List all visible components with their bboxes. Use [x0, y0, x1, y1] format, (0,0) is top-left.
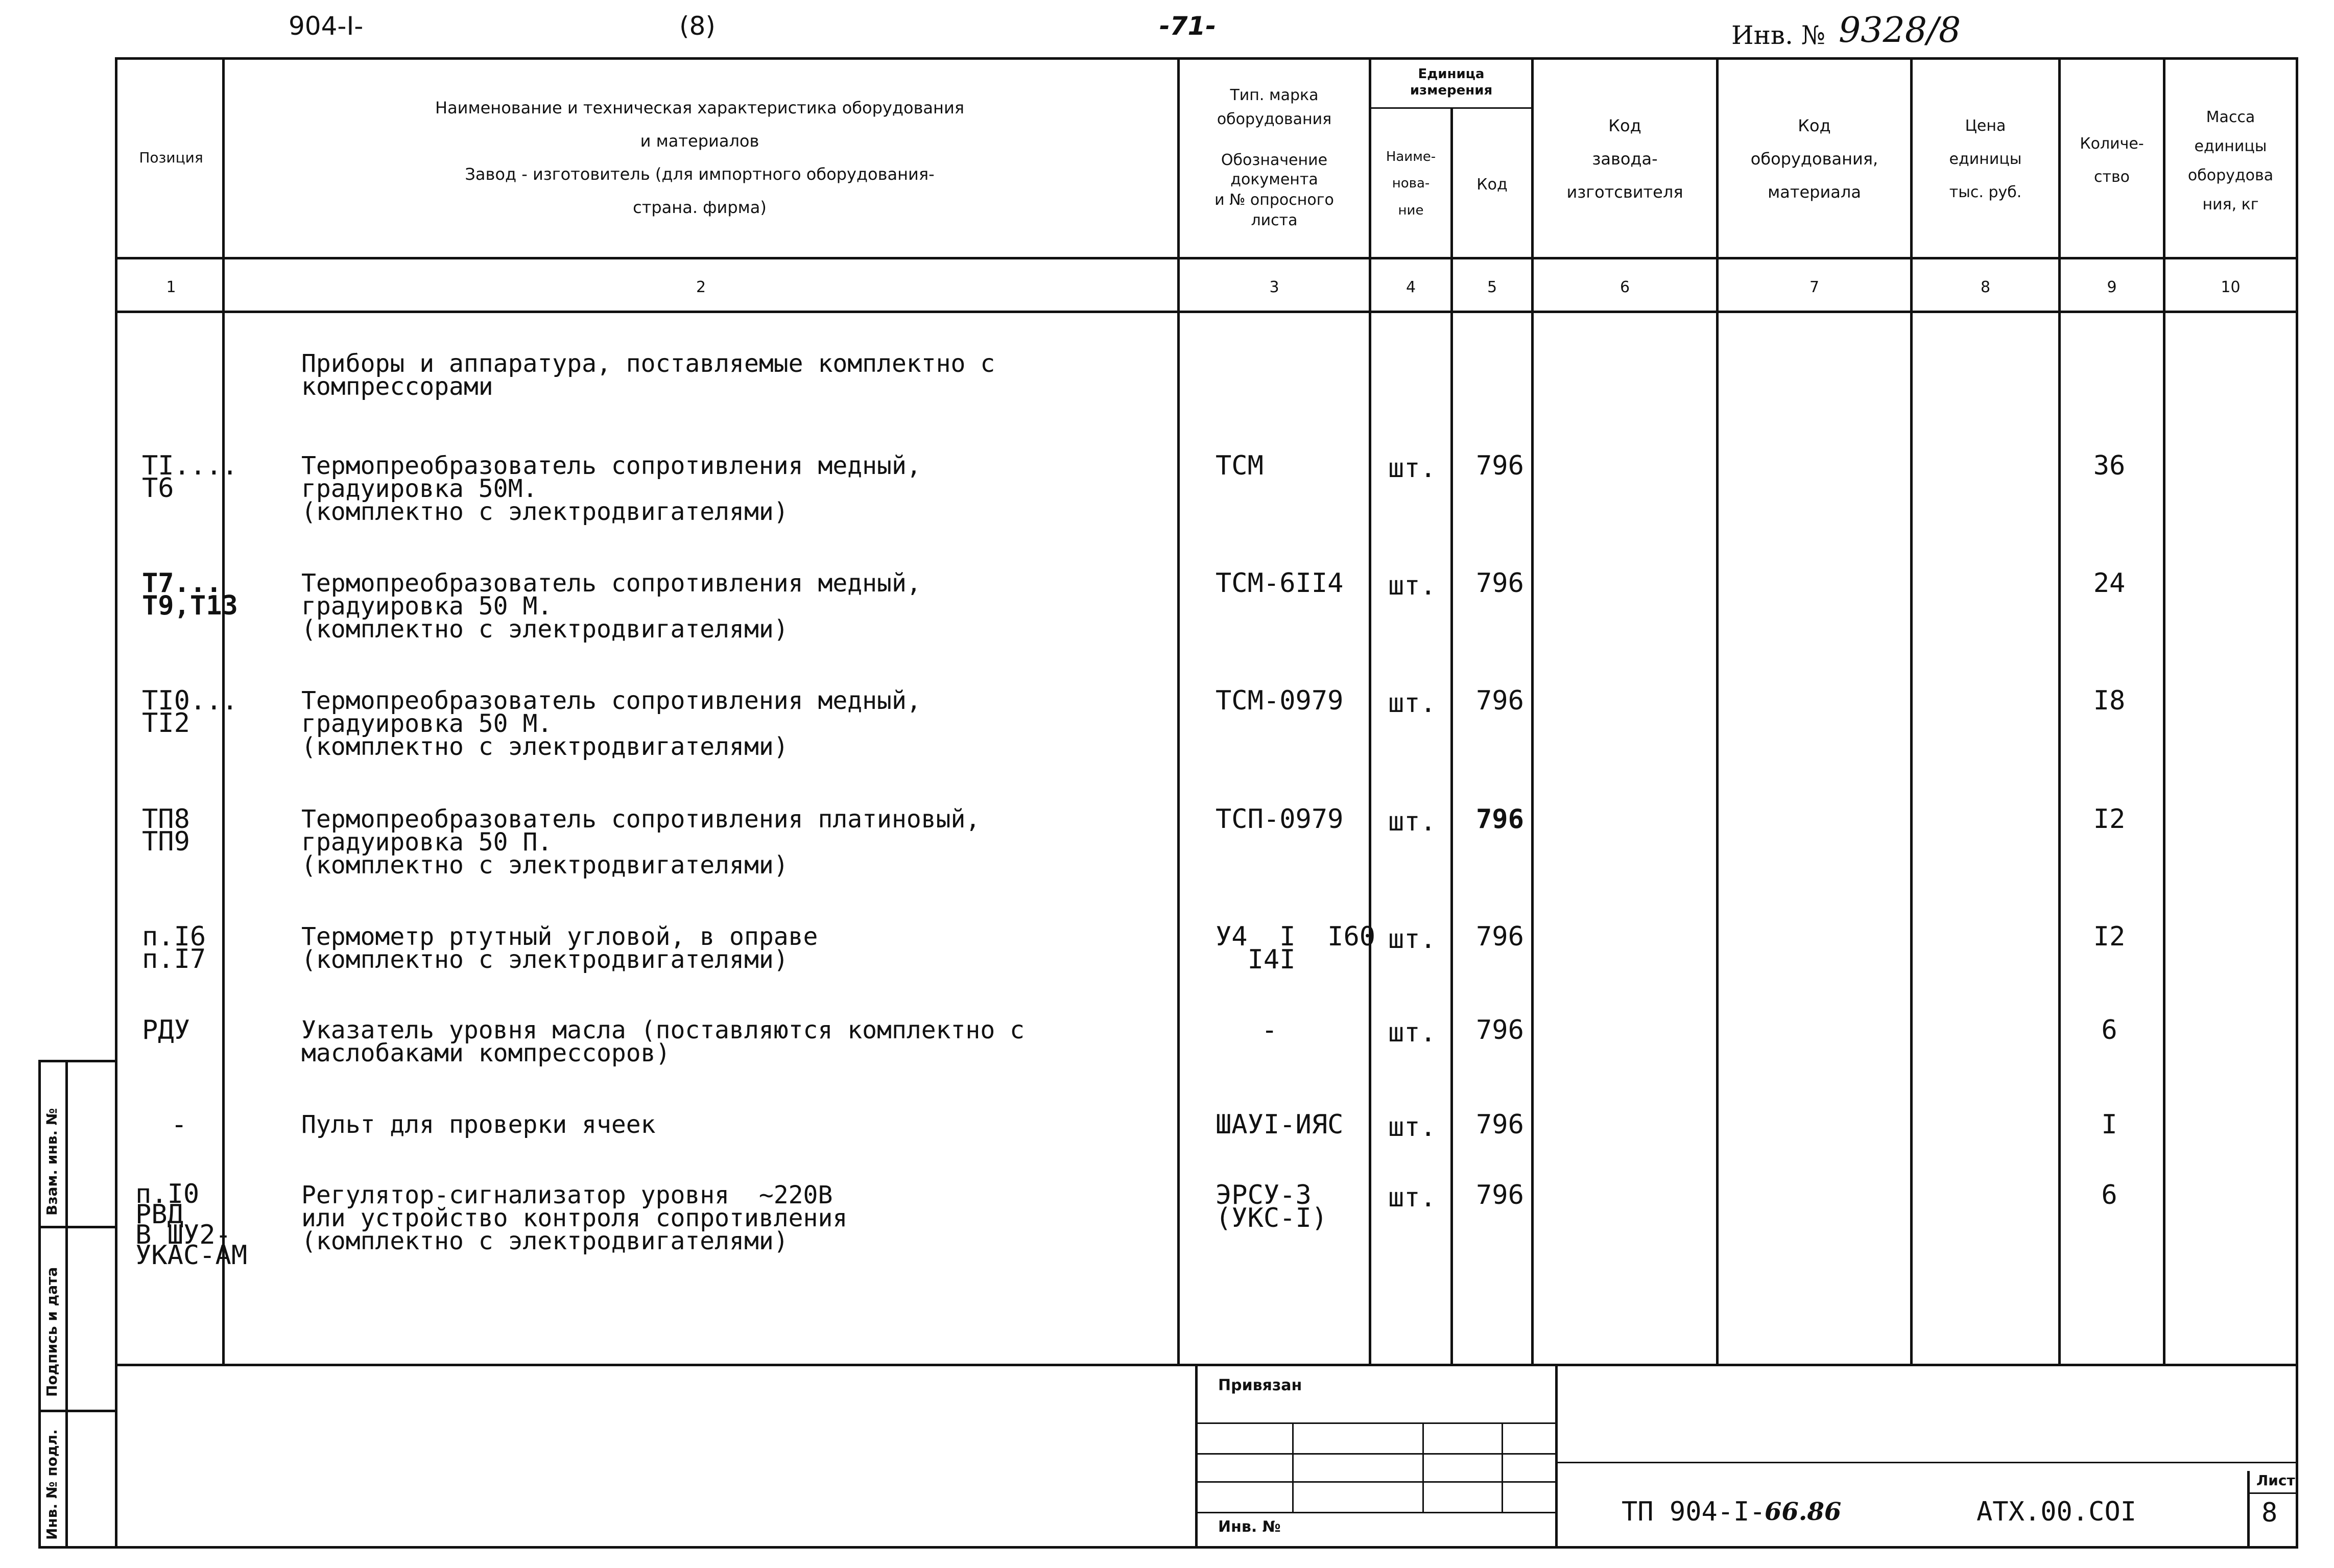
doc-code: ТП 904-I- [1622, 1496, 1766, 1527]
colnum-4: 4 [1406, 278, 1416, 296]
side-strip-left [38, 1060, 41, 1548]
header-price-line2: единицы [1949, 150, 2022, 168]
row-8-code: 796 [1476, 1180, 1524, 1210]
row-1-name: Термопреобразователь сопротивления медный, градуировка 50М. (комплектно с электродвигателями) [301, 452, 921, 526]
row-4-type: ТСП-0979 [1216, 804, 1344, 835]
stamp-top-line [115, 1364, 2298, 1366]
row-3-code: 796 [1476, 685, 1524, 716]
sheet-box-line [2247, 1492, 2298, 1494]
issue-number: (8) [679, 11, 716, 41]
row-4-name: Термопреобразователь сопротивления платиновый, градуировка 50 П. (комплектно с электродвигателями) [301, 805, 981, 880]
header-plant-line3: изготсвителя [1566, 182, 1683, 202]
stamp-bound-right [1555, 1364, 1558, 1548]
row-7-type: ШАУI-ИЯС [1216, 1109, 1344, 1140]
stamp-grid-v1 [1292, 1422, 1294, 1512]
header-type-line5: и № опросного [1214, 191, 1334, 209]
row-8-name: Регулятор-сигнализатор уровня ~220В или устройство контроля сопротивления (комплектно с электродвигателями) [301, 1181, 848, 1255]
inventory-label: Инв. № [1731, 20, 1826, 50]
side-strip-top [38, 1060, 115, 1062]
doc-code-suffix: 66.86 [1765, 1498, 1842, 1526]
header-mass-line4: ния, кг [2202, 196, 2259, 213]
colnum-8: 8 [1980, 278, 1991, 296]
header-qty-line2: ство [2093, 168, 2130, 186]
row-6-qty: 6 [2101, 1015, 2117, 1046]
header-equip-line3: материала [1768, 182, 1861, 202]
row-8-qty: 6 [2101, 1180, 2117, 1210]
header-mass-line3: оборудова [2187, 167, 2274, 184]
row-4-qty: I2 [2093, 804, 2126, 835]
header-qty-line1: Количе- [2080, 135, 2144, 153]
row-7-unit: шт. [1388, 1112, 1436, 1143]
side-strip-inner [65, 1060, 68, 1548]
unit-group-line [1369, 107, 1531, 109]
title-block-line [1558, 1462, 2298, 1463]
side-label-original-inv: Инв. № подл. [43, 1429, 60, 1540]
stamp-bound-left [1195, 1364, 1198, 1548]
inventory-number: 9328/8 [1839, 10, 1961, 51]
row-1-unit: шт. [1388, 453, 1436, 484]
header-unit-group-2: измерения [1410, 83, 1493, 98]
frame-top [115, 57, 2298, 60]
colnum-2: 2 [696, 278, 706, 296]
colnum-1: 1 [166, 278, 176, 296]
row-5-position: п.I6 п.I7 [142, 921, 206, 975]
col-sep-8 [2058, 57, 2061, 1365]
col-sep-2 [1177, 57, 1180, 1365]
colnum-10: 10 [2221, 278, 2241, 296]
row-5-code: 796 [1476, 921, 1524, 952]
header-type-line4: документа [1230, 171, 1318, 188]
col-sep-3 [1369, 57, 1371, 1365]
header-unit-group-1: Единица [1418, 66, 1485, 82]
header-unit-name-1: Наиме- [1386, 149, 1436, 164]
row-7-position: - [171, 1109, 187, 1140]
row-5-qty: I2 [2093, 921, 2126, 952]
header-unit-name-3: ние [1398, 203, 1424, 218]
row-5-unit: шт. [1388, 924, 1436, 955]
row-6-name: Указатель уровня масла (поставляются комплектно с маслобаками компрессоров) [301, 1016, 1025, 1067]
stamp-grid-v2 [1422, 1422, 1424, 1512]
row-4-position: ТП8 ТП9 [142, 804, 190, 857]
row-8-position: п.I0 РВД В ШУ2- УКАС-АМ [135, 1179, 248, 1271]
row-3-qty: I8 [2093, 685, 2126, 716]
frame-right [2296, 57, 2298, 1549]
row-3-position: TI0... TI2 [142, 685, 238, 739]
header-plant-line2: завода- [1592, 149, 1658, 169]
row-2-code: 796 [1476, 568, 1524, 599]
header-price-line3: тыс. руб. [1949, 183, 2022, 201]
header-name-line2: и материалов [640, 131, 759, 151]
stamp-inv-label: Инв. № [1218, 1518, 1281, 1536]
row-4-unit: шт. [1388, 806, 1436, 837]
row-6-unit: шт. [1388, 1017, 1436, 1048]
frame-bottom [38, 1546, 2298, 1549]
row-7-code: 796 [1476, 1109, 1524, 1140]
header-type-line3: Обозначение [1221, 151, 1328, 169]
drawing-code: АТХ.00.COI [1976, 1496, 2137, 1527]
row-2-name: Термопреобразователь сопротивления медный, градуировка 50 М. (комплектно с электродвигателями) [301, 569, 921, 644]
sheet-label: Лист [2256, 1472, 2295, 1489]
row-5-name: Термометр ртутный угловой, в оправе (комплектно с электродвигателями) [301, 922, 818, 974]
row-8-type: ЭРСУ-3 (УКС-I) [1216, 1180, 1328, 1233]
row-1-qty: 36 [2093, 450, 2126, 481]
colnum-divider [115, 311, 2298, 313]
side-strip-sep1 [38, 1226, 115, 1228]
header-mass-line2: единицы [2194, 137, 2267, 155]
side-strip-sep2 [38, 1410, 115, 1412]
row-1-type: ТСМ [1216, 450, 1264, 481]
header-price-line1: Цена [1965, 117, 2006, 135]
row-8-unit: шт. [1388, 1182, 1436, 1213]
row-6-code: 796 [1476, 1015, 1524, 1046]
page-number: -71- [1159, 11, 1217, 41]
header-mass-line1: Масса [2206, 108, 2255, 126]
col-sep-7 [1910, 57, 1913, 1365]
stamp-grid-h4 [1198, 1512, 1555, 1513]
row-2-type: ТСМ-6II4 [1216, 568, 1344, 599]
stamp-bound-label: Привязан [1218, 1376, 1302, 1394]
row-7-name: Пульт для проверки ячеек [301, 1110, 656, 1139]
colnum-9: 9 [2107, 278, 2117, 296]
row-1-code: 796 [1476, 450, 1524, 481]
header-position: Позиция [139, 149, 203, 166]
header-name-line4: страна. фирма) [633, 198, 767, 217]
stamp-grid-v3 [1502, 1422, 1503, 1512]
col-sep-9 [2163, 57, 2165, 1365]
side-label-signature-date: Подпись и дата [43, 1267, 60, 1397]
row-2-unit: шт. [1388, 571, 1436, 601]
colnum-3: 3 [1269, 278, 1279, 296]
frame-left [115, 57, 117, 1549]
header-type-line6: листа [1251, 211, 1298, 229]
col-sep-5 [1531, 57, 1534, 1365]
header-divider [115, 257, 2298, 259]
row-2-qty: 24 [2093, 568, 2126, 599]
header-unit-code: Код [1476, 176, 1508, 194]
row-3-type: ТСМ-0979 [1216, 685, 1344, 716]
header-name-line1: Наименование и техническая характеристика оборудования [435, 98, 964, 117]
header-plant-line1: Код [1608, 116, 1641, 135]
row-6-type: - [1261, 1015, 1278, 1046]
row-4-code: 796 [1476, 804, 1524, 835]
section-title: Приборы и аппаратура, поставляемые комплектно с компрессорами [301, 349, 995, 401]
row-6-position: РДУ [142, 1015, 190, 1046]
header-type-line1: Тип. марка [1230, 86, 1319, 104]
row-5-type: У4 I I60 I4I [1216, 921, 1376, 975]
row-1-position: TI.... T6 [142, 450, 238, 504]
col-sep-6 [1716, 57, 1719, 1365]
colnum-7: 7 [1809, 278, 1820, 296]
header-type-line2: оборудования [1217, 110, 1332, 128]
row-3-name: Термопреобразователь сопротивления медный, градуировка 50 М. (комплектно с электродвигателями) [301, 686, 921, 761]
header-name-line3: Завод - изготовитель (для импортного оборудования- [465, 164, 935, 184]
header-equip-line2: оборудования, [1750, 149, 1878, 169]
series-code: 904-I- [289, 11, 364, 41]
colnum-5: 5 [1487, 278, 1497, 296]
sheet-number: 8 [2261, 1498, 2278, 1528]
row-7-qty: I [2101, 1109, 2117, 1140]
header-unit-name-2: нова- [1392, 176, 1430, 191]
colnum-6: 6 [1619, 278, 1630, 296]
row-2-position: T7... T9,T13 [142, 568, 238, 621]
side-label-replaced-inv: Взам. инв. № [43, 1108, 60, 1216]
sheet-box-left [2247, 1471, 2250, 1548]
row-3-unit: шт. [1388, 688, 1436, 719]
header-equip-line1: Код [1798, 116, 1831, 135]
